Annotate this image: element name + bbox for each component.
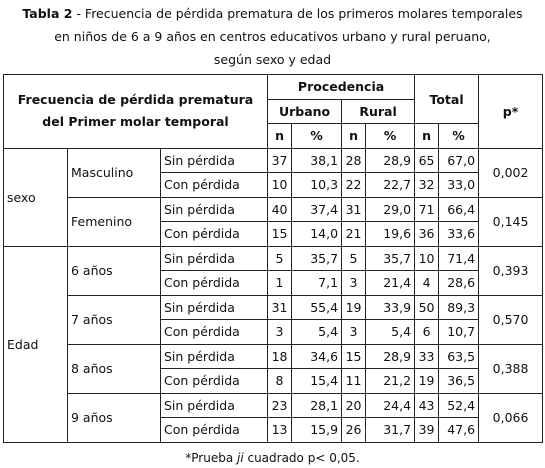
- table-row: [4, 148, 543, 173]
- subgroup-label: 7 años: [68, 295, 161, 344]
- urbano-pct-cell: 15,9: [292, 418, 342, 443]
- condition-cell: Con pérdida: [161, 320, 268, 345]
- urbano-n-cell: 40: [268, 197, 292, 222]
- total-n-cell: 4: [415, 271, 439, 296]
- total-pct-cell: 66,4: [439, 197, 479, 222]
- rural-n-cell: 3: [342, 320, 366, 345]
- p-header: p*: [479, 75, 543, 149]
- urbano-pct-cell: 7,1: [292, 271, 342, 296]
- rural-n-cell: 20: [342, 393, 366, 418]
- rural-n-cell: 15: [342, 344, 366, 369]
- subgroup-label: 8 años: [68, 344, 161, 393]
- total-n-cell: 19: [415, 369, 439, 394]
- subgroup-label: Femenino: [68, 197, 161, 246]
- total-n-cell: 10: [415, 246, 439, 271]
- total-pct-cell: 10,7: [439, 320, 479, 345]
- urbano-n-cell: 10: [268, 173, 292, 198]
- p-value-cell: 0,066: [479, 393, 543, 442]
- rural-n-cell: 19: [342, 295, 366, 320]
- rural-pct-cell: 21,4: [366, 271, 415, 296]
- p-value-cell: 0,002: [479, 148, 543, 197]
- row-header-title: [4, 75, 268, 149]
- rural-n-cell: 28: [342, 148, 366, 173]
- urbano-pct-cell: 38,1: [292, 148, 342, 173]
- condition-cell: Con pérdida: [161, 271, 268, 296]
- table-row: [4, 344, 543, 369]
- table-row: [4, 246, 543, 271]
- total-pct-cell: 28,6: [439, 271, 479, 296]
- total-pct-cell: 47,6: [439, 418, 479, 443]
- total-n-cell: 32: [415, 173, 439, 198]
- urbano-n-cell: 15: [268, 222, 292, 247]
- table-row: [4, 393, 543, 418]
- condition-cell: Con pérdida: [161, 173, 268, 198]
- table-caption: [0, 2, 545, 71]
- condition-cell: Sin pérdida: [161, 148, 268, 173]
- procedencia-header: Procedencia: [268, 75, 415, 100]
- urbano-header: Urbano: [268, 99, 342, 124]
- footnote-ji: ji: [236, 451, 244, 465]
- p-value-cell: 0,388: [479, 344, 543, 393]
- table-row: [4, 295, 543, 320]
- rural-pct-cell: 19,6: [366, 222, 415, 247]
- caption-line-1: [0, 2, 545, 25]
- total-n-header: n: [415, 124, 439, 149]
- rural-pct-cell: 22,7: [366, 173, 415, 198]
- data-table: [3, 74, 543, 443]
- rural-n-cell: 22: [342, 173, 366, 198]
- condition-cell: Con pérdida: [161, 418, 268, 443]
- total-n-cell: 71: [415, 197, 439, 222]
- total-pct-cell: 67,0: [439, 148, 479, 173]
- urbano-n-cell: 18: [268, 344, 292, 369]
- urbano-pct-cell: 34,6: [292, 344, 342, 369]
- subgroup-label: 9 años: [68, 393, 161, 442]
- total-header: Total: [415, 75, 479, 124]
- urbano-pct-cell: 35,7: [292, 246, 342, 271]
- urbano-pct-cell: 10,3: [292, 173, 342, 198]
- footnote-post: cuadrado p< 0,05.: [243, 451, 360, 465]
- urbano-n-cell: 8: [268, 369, 292, 394]
- condition-cell: Con pérdida: [161, 369, 268, 394]
- urbano-n-cell: 23: [268, 393, 292, 418]
- footnote-pre: *Prueba: [185, 451, 237, 465]
- total-pct-cell: 63,5: [439, 344, 479, 369]
- rural-pct-cell: 28,9: [366, 344, 415, 369]
- footnote: [0, 451, 545, 465]
- rural-pct-header: %: [366, 124, 415, 149]
- total-n-cell: 33: [415, 344, 439, 369]
- p-value-cell: 0,393: [479, 246, 543, 295]
- urbano-pct-cell: 28,1: [292, 393, 342, 418]
- caption-line-2: en niños de 6 a 9 años en centros educativos urbano y rural peruano,: [54, 29, 491, 44]
- rural-n-cell: 26: [342, 418, 366, 443]
- rural-n-cell: 11: [342, 369, 366, 394]
- condition-cell: Sin pérdida: [161, 344, 268, 369]
- urbano-n-cell: 13: [268, 418, 292, 443]
- total-n-cell: 36: [415, 222, 439, 247]
- table-row: [4, 197, 543, 222]
- urbano-n-cell: 3: [268, 320, 292, 345]
- row-header-title-line-1: Frecuencia de pérdida prematura: [17, 92, 254, 108]
- condition-cell: Sin pérdida: [161, 246, 268, 271]
- rural-pct-cell: 21,2: [366, 369, 415, 394]
- subgroup-label: 6 años: [68, 246, 161, 295]
- urbano-n-cell: 1: [268, 271, 292, 296]
- total-pct-cell: 33,0: [439, 173, 479, 198]
- urbano-pct-cell: 55,4: [292, 295, 342, 320]
- caption-text-1: - Frecuencia de pérdida prematura de los primeros molares temporales: [72, 6, 523, 21]
- urbano-n-cell: 31: [268, 295, 292, 320]
- rural-n-cell: 21: [342, 222, 366, 247]
- rural-pct-cell: 28,9: [366, 148, 415, 173]
- total-pct-cell: 52,4: [439, 393, 479, 418]
- caption-line-3: según sexo y edad: [213, 52, 332, 67]
- p-value-cell: 0,145: [479, 197, 543, 246]
- urbano-pct-cell: 14,0: [292, 222, 342, 247]
- subgroup-label: Masculino: [68, 148, 161, 197]
- rural-pct-cell: 24,4: [366, 393, 415, 418]
- total-pct-cell: 71,4: [439, 246, 479, 271]
- total-n-cell: 43: [415, 393, 439, 418]
- rural-pct-cell: 33,9: [366, 295, 415, 320]
- rural-n-cell: 5: [342, 246, 366, 271]
- condition-cell: Con pérdida: [161, 222, 268, 247]
- total-n-cell: 50: [415, 295, 439, 320]
- rural-header: Rural: [342, 99, 415, 124]
- caption-label: Tabla 2: [22, 6, 73, 21]
- urbano-pct-cell: 15,4: [292, 369, 342, 394]
- total-n-cell: 39: [415, 418, 439, 443]
- table-body: [4, 148, 543, 442]
- urbano-pct-cell: 5,4: [292, 320, 342, 345]
- urbano-pct-header: %: [292, 124, 342, 149]
- row-header-title-line-2: del Primer molar temporal: [42, 114, 229, 130]
- urbano-n-cell: 37: [268, 148, 292, 173]
- total-n-cell: 65: [415, 148, 439, 173]
- total-pct-cell: 36,5: [439, 369, 479, 394]
- rural-n-cell: 31: [342, 197, 366, 222]
- rural-pct-cell: 5,4: [366, 320, 415, 345]
- group-label-sexo: sexo: [4, 148, 68, 246]
- condition-cell: Sin pérdida: [161, 197, 268, 222]
- rural-n-cell: 3: [342, 271, 366, 296]
- rural-pct-cell: 31,7: [366, 418, 415, 443]
- condition-cell: Sin pérdida: [161, 295, 268, 320]
- total-pct-cell: 89,3: [439, 295, 479, 320]
- rural-n-header: n: [342, 124, 366, 149]
- p-value-cell: 0,570: [479, 295, 543, 344]
- urbano-pct-cell: 37,4: [292, 197, 342, 222]
- urbano-n-cell: 5: [268, 246, 292, 271]
- group-label-edad: Edad: [4, 246, 68, 442]
- rural-pct-cell: 35,7: [366, 246, 415, 271]
- total-n-cell: 6: [415, 320, 439, 345]
- total-pct-cell: 33,6: [439, 222, 479, 247]
- rural-pct-cell: 29,0: [366, 197, 415, 222]
- total-pct-header: %: [439, 124, 479, 149]
- condition-cell: Sin pérdida: [161, 393, 268, 418]
- urbano-n-header: n: [268, 124, 292, 149]
